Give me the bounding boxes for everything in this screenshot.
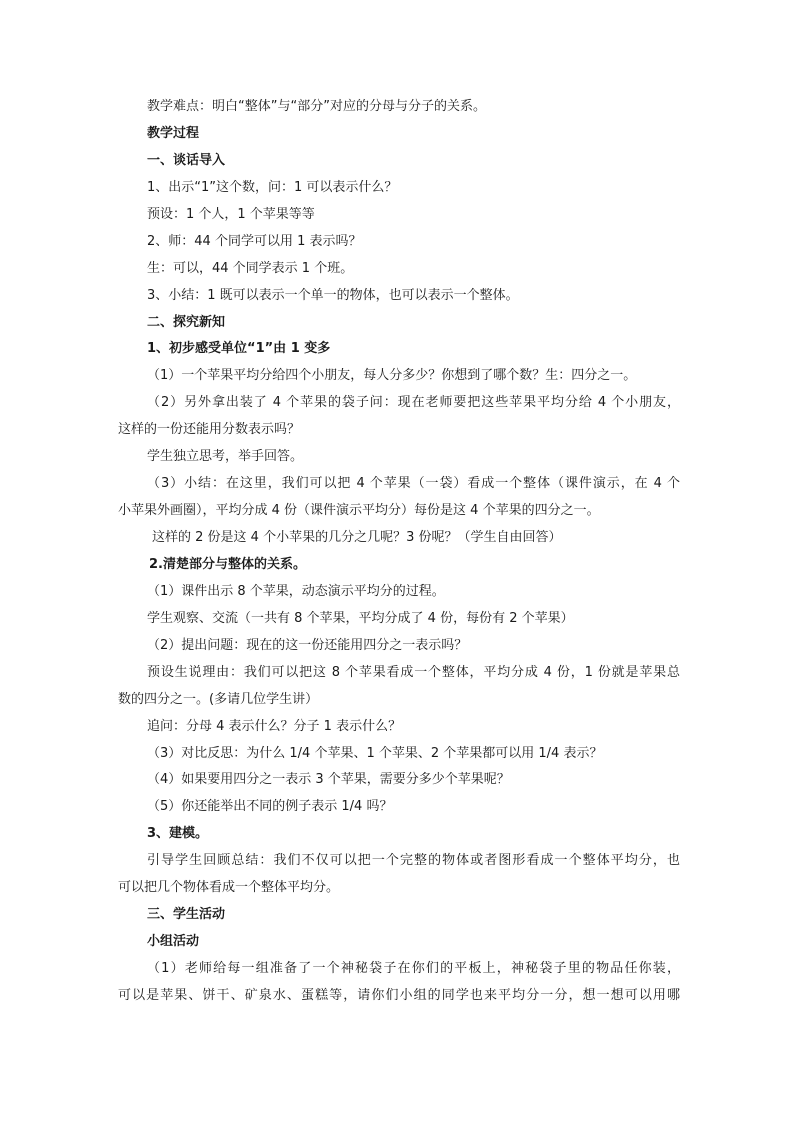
- heading-section-2: 二、探究新知: [147, 314, 226, 330]
- heading-section-1: 一、谈话导入: [147, 152, 226, 168]
- paragraph: 1、出示“1”这个数，问：1 可以表示什么？: [147, 179, 398, 195]
- paragraph-continuation: 可以是苹果、饼干、矿泉水、蛋糕等，请你们小组的同学也来平均分一分，想一想可以用哪: [118, 987, 680, 1003]
- paragraph: （1）课件出示 8 个苹果，动态演示平均分的过程。: [147, 583, 445, 599]
- paragraph: 预设生说理由：我们可以把这 8 个苹果看成一个整体，平均分成 4 份，1 份就是苹果总: [147, 664, 680, 680]
- paragraph: 学生独立思考，举手回答。: [147, 449, 304, 465]
- paragraph: 生：可以，44 个同学表示 1 个班。: [147, 260, 354, 276]
- paragraph: 2、师：44 个同学可以用 1 表示吗？: [147, 233, 362, 249]
- paragraph: 学生观察、交流（一共有 8 个苹果，平均分成了 4 份，每份有 2 个苹果）: [147, 610, 574, 626]
- paragraph: 预设：1 个人，1 个苹果等等: [147, 206, 315, 222]
- lesson-plan-body: [118, 94, 680, 1010]
- heading-section-3: 三、学生活动: [147, 907, 226, 923]
- paragraph: （1）一个苹果平均分给四个小朋友，每人分多少？你想到了哪个数？生：四分之一。: [147, 368, 637, 384]
- heading-teaching-process: 教学过程: [147, 125, 200, 141]
- paragraph: 3、小结：1 既可以表示一个单一的物体，也可以表示一个整体。: [147, 287, 519, 303]
- paragraph-continuation: 可以把几个物体看成一个整体平均分。: [118, 880, 340, 896]
- paragraph: 引导学生回顾总结：我们不仅可以把一个完整的物体或者图形看成一个整体平均分，也: [147, 853, 680, 869]
- subheading-modeling: 3、建模。: [147, 826, 209, 842]
- paragraph: （3）对比反思：为什么 1/4 个苹果、1 个苹果、2 个苹果都可以用 1/4 表示？: [147, 745, 603, 761]
- subheading-part-whole: 2.清楚部分与整体的关系。: [149, 556, 306, 572]
- paragraph: （1）老师给每一组准备了一个神秘袋子在你们的平板上，神秘袋子里的物品任你装，: [147, 961, 680, 976]
- paragraph: 这样的 2 份是这 4 个小苹果的几分之几呢？3 份呢？（学生自由回答）: [152, 530, 562, 545]
- paragraph-continuation: 这样的一份还能用分数表示吗？: [118, 422, 301, 438]
- paragraph: （4）如果要用四分之一表示 3 个苹果，需要分多少个苹果呢？: [147, 772, 510, 788]
- paragraph: （2）另外拿出装了 4 个苹果的袋子问：现在老师要把这些苹果平均分给 4 个小朋友，: [147, 395, 680, 411]
- paragraph: （2）提出问题：现在的这一份还能用四分之一表示吗？: [147, 637, 468, 653]
- paragraph: 追问：分母 4 表示什么？分子 1 表示什么？: [147, 718, 402, 734]
- paragraph: （3）小结：在这里，我们可以把 4 个苹果（一袋）看成一个整体（课件演示，在 4 个: [147, 476, 680, 492]
- paragraph-difficulty: 教学难点：明白“整体”与“部分”对应的分母与分子的关系。: [147, 99, 486, 114]
- paragraph: （5）你还能举出不同的例子表示 1/4 吗？: [147, 799, 393, 815]
- paragraph-continuation: 小苹果外画圈），平均分成 4 份（课件演示平均分）每份是这 4 个苹果的四分之一。: [118, 503, 600, 519]
- subheading-group-activity: 小组活动: [147, 934, 200, 950]
- subheading-unit-one: 1、初步感受单位“1”由 1 变多: [147, 341, 331, 357]
- paragraph-continuation: 数的四分之一。(多请几位学生讲）: [118, 691, 319, 707]
